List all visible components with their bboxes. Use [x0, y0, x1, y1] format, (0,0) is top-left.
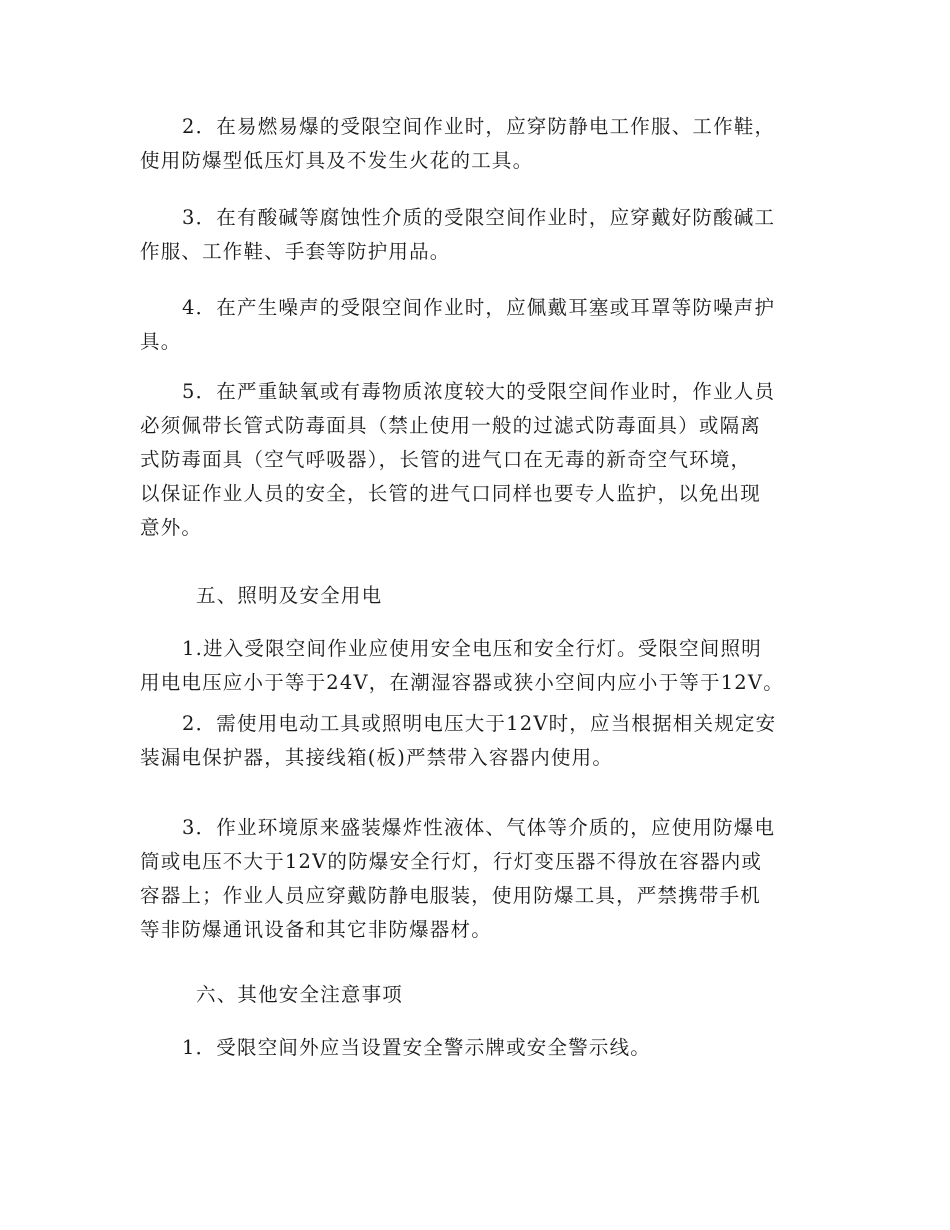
paragraph-line: 使用防爆型低压灯具及不发生火花的工具。: [140, 149, 534, 172]
paragraph-line: 筒或电压不大于12V的防爆安全行灯，行灯变压器不得放在容器内或: [140, 850, 763, 873]
section6-paragraph-1: [140, 1031, 808, 1065]
paragraph-line: 以保证作业人员的安全，长管的进气口同样也要专人监护，以免出现: [140, 482, 762, 505]
section5-paragraph-1: [140, 632, 808, 700]
paragraph-line: 作服、工作鞋、手套等防护用品。: [140, 240, 451, 263]
paragraph-line: 装漏电保护器，其接线箱(板)严禁带入容器内使用。: [140, 746, 614, 769]
paragraph-line: 2．在易燃易爆的受限空间作业时，应穿防静电工作服、工作鞋，: [182, 115, 776, 138]
paragraph-line: 2．需使用电动工具或照明电压大于12V时，应当根据相关规定安: [182, 712, 777, 735]
section-heading: 五、照明及安全用电: [196, 584, 383, 607]
paragraph-3: [140, 201, 808, 269]
paragraph-line: 5．在严重缺氧或有毒物质浓度较大的受限空间作业时，作业人员: [182, 380, 776, 403]
paragraph-line: 3．作业环境原来盛装爆炸性液体、气体等介质的，应使用防爆电: [182, 816, 776, 839]
section5-paragraph-3: [140, 811, 808, 947]
paragraph-line: 具。: [140, 330, 182, 353]
paragraph-line: 3．在有酸碱等腐蚀性介质的受限空间作业时，应穿戴好防酸碱工: [182, 206, 776, 229]
paragraph-line: 式防毒面具（空气呼吸器），长管的进气口在无毒的新奇空气环境，: [140, 448, 752, 471]
paragraph-line: 意外。: [140, 516, 203, 539]
paragraph-line: 4．在产生噪声的受限空间作业时，应佩戴耳塞或耳罩等防噪声护: [182, 296, 776, 319]
paragraph-4: [140, 291, 808, 359]
paragraph-line: 等非防爆通讯设备和其它非防爆器材。: [140, 918, 492, 941]
paragraph-line: 1.进入受限空间作业应使用安全电压和安全行灯。受限空间照明: [182, 637, 762, 660]
paragraph-5: [140, 375, 808, 545]
paragraph-line: 必须佩带长管式防毒面具（禁止使用一般的过滤式防毒面具）或隔离: [140, 414, 762, 437]
paragraph-2: [140, 110, 808, 178]
section-heading: 六、其他安全注意事项: [196, 983, 404, 1006]
paragraph-line: 容器上；作业人员应穿戴防静电服装，使用防爆工具，严禁携带手机: [140, 884, 762, 907]
paragraph-line: 用电电压应小于等于24V，在潮湿容器或狭小空间内应小于等于12V。: [140, 671, 784, 694]
section5-paragraph-2: [140, 707, 808, 775]
paragraph-line: 1．受限空间外应当设置安全警示牌或安全警示线。: [182, 1036, 652, 1059]
